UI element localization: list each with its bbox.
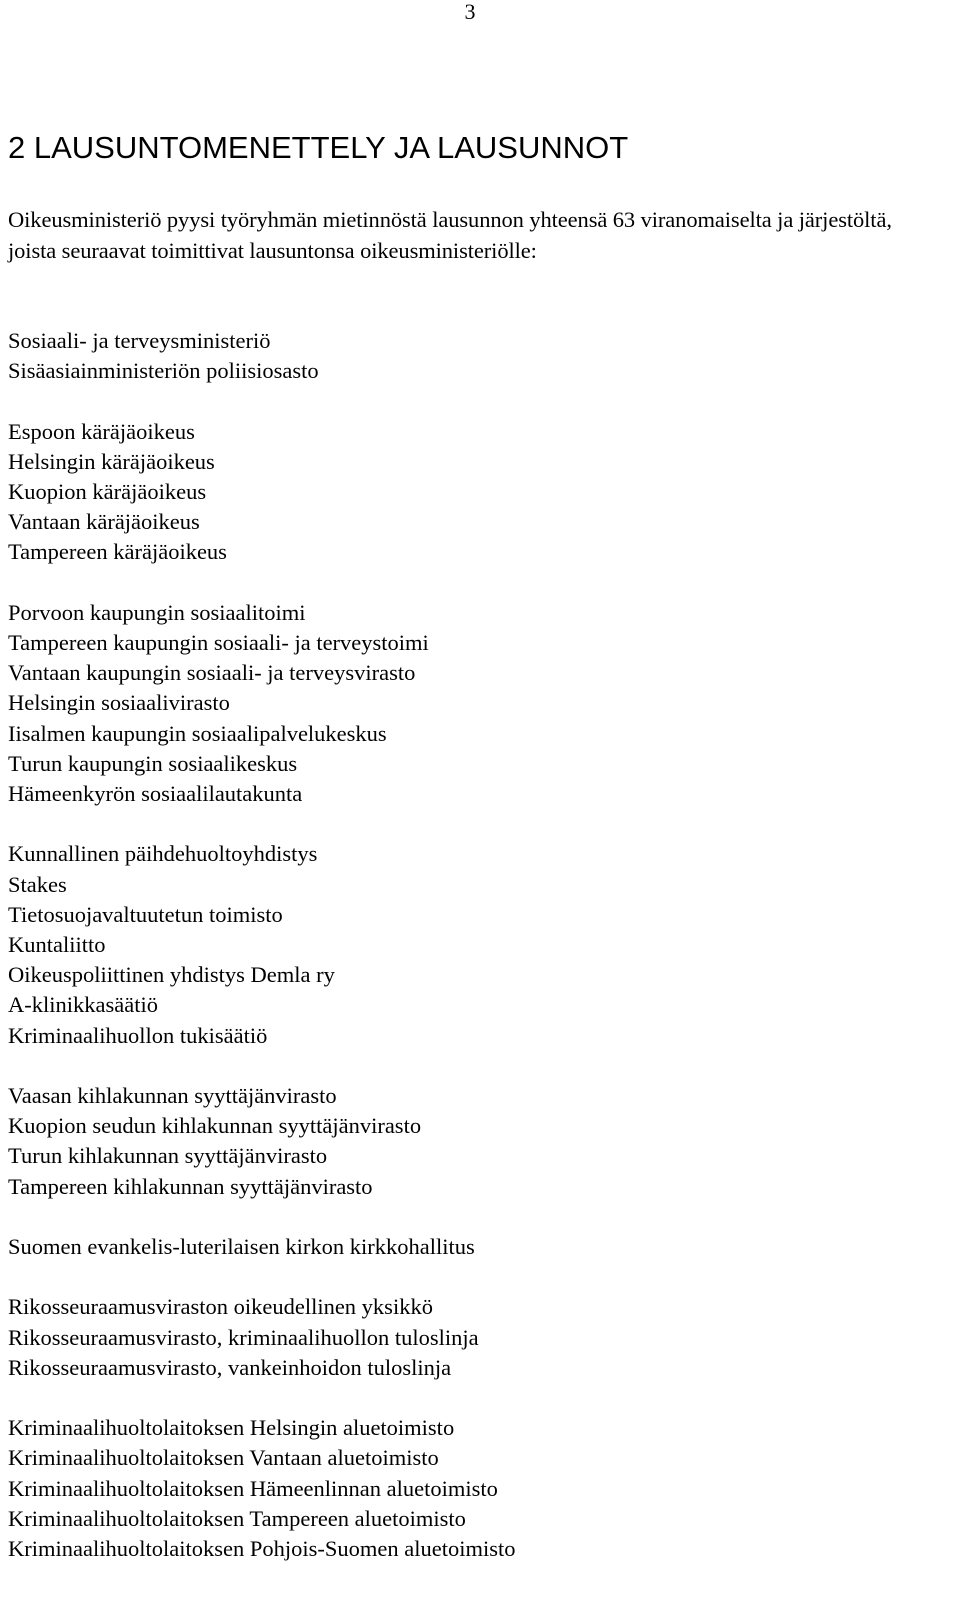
list-item: Espoon käräjäoikeus bbox=[8, 418, 195, 444]
list-item: Vantaan kaupungin sosiaali- ja terveysvirasto bbox=[8, 660, 416, 686]
list-item: Helsingin sosiaalivirasto bbox=[8, 690, 230, 716]
list-item: Kunnallinen päihdehuoltoyhdistys bbox=[8, 841, 318, 867]
list-item: Tampereen kihlakunnan syyttäjänvirasto bbox=[8, 1173, 373, 1199]
list-item: Kriminaalihuollon tukisäätiö bbox=[8, 1022, 268, 1048]
list-item: Stakes bbox=[8, 871, 67, 897]
list-item: Tampereen käräjäoikeus bbox=[8, 539, 227, 565]
list-item: Kriminaalihuoltolaitoksen Pohjois-Suomen aluetoimisto bbox=[8, 1536, 516, 1562]
list-item: Hämeenkyrön sosiaalilautakunta bbox=[8, 781, 303, 807]
list-item: Vantaan käräjäoikeus bbox=[8, 509, 200, 535]
group-church bbox=[8, 1232, 938, 1262]
list-item: Rikosseuraamusvirasto, vankeinhoidon tuloslinja bbox=[8, 1354, 452, 1380]
group-probation-offices bbox=[8, 1413, 938, 1564]
page-number: 3 bbox=[464, 0, 476, 24]
group-district-courts bbox=[8, 417, 938, 568]
list-item: Kuntaliitto bbox=[8, 932, 106, 958]
list-item: Suomen evankelis-luterilaisen kirkon kirkkohallitus bbox=[8, 1234, 475, 1260]
list-item: Kriminaalihuoltolaitoksen Tampereen aluetoimisto bbox=[8, 1505, 466, 1531]
list-item: Iisalmen kaupungin sosiaalipalvelukeskus bbox=[8, 720, 387, 746]
list-item: Vaasan kihlakunnan syyttäjänvirasto bbox=[8, 1083, 337, 1109]
intro-paragraph: Oikeusministeriö pyysi työryhmän mietinnöstä lausunnon yhteensä 63 viranomaiselta ja järjestöltä, joista seuraavat toimittivat lausuntonsa oikeusministeriölle: bbox=[8, 207, 892, 263]
list-item: Kuopion seudun kihlakunnan syyttäjänvirasto bbox=[8, 1113, 422, 1139]
section-heading: 2 LAUSUNTOMENETTELY JA LAUSUNNOT bbox=[8, 130, 629, 165]
list-item: Sisäasiainministeriön poliisiosasto bbox=[8, 358, 319, 384]
list-item: Helsingin käräjäoikeus bbox=[8, 448, 215, 474]
list-item: Rikosseuraamusvirasto, kriminaalihuollon tuloslinja bbox=[8, 1324, 479, 1350]
list-item: Tietosuojavaltuutetun toimisto bbox=[8, 901, 283, 927]
list-item: Turun kihlakunnan syyttäjänvirasto bbox=[8, 1143, 328, 1169]
respondent-list bbox=[8, 326, 938, 1564]
group-social-services bbox=[8, 598, 938, 809]
list-item: A-klinikkasäätiö bbox=[8, 992, 158, 1018]
group-organizations bbox=[8, 839, 938, 1050]
group-ministries bbox=[8, 326, 938, 386]
list-item: Sosiaali- ja terveysministeriö bbox=[8, 328, 271, 353]
list-item: Porvoon kaupungin sosiaalitoimi bbox=[8, 599, 306, 625]
list-item: Kriminaalihuoltolaitoksen Hämeenlinnan aluetoimisto bbox=[8, 1475, 498, 1501]
list-item: Oikeuspoliittinen yhdistys Demla ry bbox=[8, 962, 335, 988]
list-item: Turun kaupungin sosiaalikeskus bbox=[8, 750, 298, 776]
group-prosecutors bbox=[8, 1081, 938, 1202]
list-item: Kriminaalihuoltolaitoksen Helsingin aluetoimisto bbox=[8, 1415, 455, 1441]
group-sanctions-agency bbox=[8, 1292, 938, 1383]
list-item: Tampereen kaupungin sosiaali- ja terveystoimi bbox=[8, 630, 429, 655]
list-item: Kuopion käräjäoikeus bbox=[8, 479, 207, 504]
list-item: Kriminaalihuoltolaitoksen Vantaan aluetoimisto bbox=[8, 1445, 439, 1471]
list-item: Rikosseuraamusviraston oikeudellinen yksikkö bbox=[8, 1294, 433, 1320]
